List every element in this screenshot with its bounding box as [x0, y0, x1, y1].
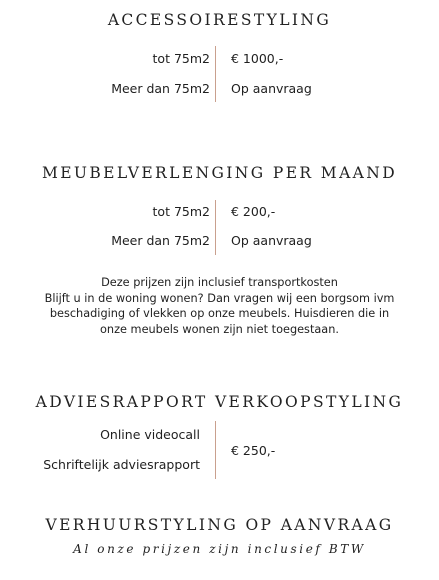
row-value-price: € 250,-: [231, 443, 276, 458]
section-title-meubelverlenging: MEUBELVERLENGING PER MAAND: [41, 164, 398, 182]
section-title-adviesrapport: ADVIESRAPPORT VERKOOPSTYLING: [35, 393, 404, 411]
row-label-meer-dan-75m2: Meer dan 75m2: [111, 81, 210, 96]
item-schriftelijk-adviesrapport: Schriftelijk adviesrapport: [43, 457, 200, 472]
row-value-price: € 1000,-: [231, 51, 284, 66]
row-value-on-request: Op aanvraag: [231, 81, 312, 96]
row-value-on-request: Op aanvraag: [231, 233, 312, 248]
section-title-accessoirestyling: ACCESSOIRESTYLING: [107, 11, 332, 29]
note-line: onze meubels wonen zijn niet toegestaan.: [100, 322, 339, 336]
item-online-videocall: Online videocall: [100, 427, 200, 442]
divider-line: [215, 421, 216, 479]
row-label-tot-75m2: tot 75m2: [152, 51, 210, 66]
note-line: beschadiging of vlekken op onze meubels. Huisdieren die in: [49, 307, 390, 320]
row-value-price: € 200,-: [231, 204, 276, 219]
divider-line: [215, 46, 216, 102]
note-line: Blijft u in de woning wonen? Dan vragen wij een borgsom ivm: [44, 291, 395, 305]
note-line: Deze prijzen zijn inclusief transportkosten: [101, 276, 338, 289]
footer-tagline: Al onze prijzen zijn inclusief BTW: [73, 542, 366, 556]
footer-title: VERHUURSTYLING OP AANVRAAG: [45, 516, 394, 534]
divider-line: [215, 200, 216, 255]
row-label-meer-dan-75m2: Meer dan 75m2: [111, 233, 210, 248]
conditions-note: [0, 275, 439, 337]
row-label-tot-75m2: tot 75m2: [152, 204, 210, 219]
